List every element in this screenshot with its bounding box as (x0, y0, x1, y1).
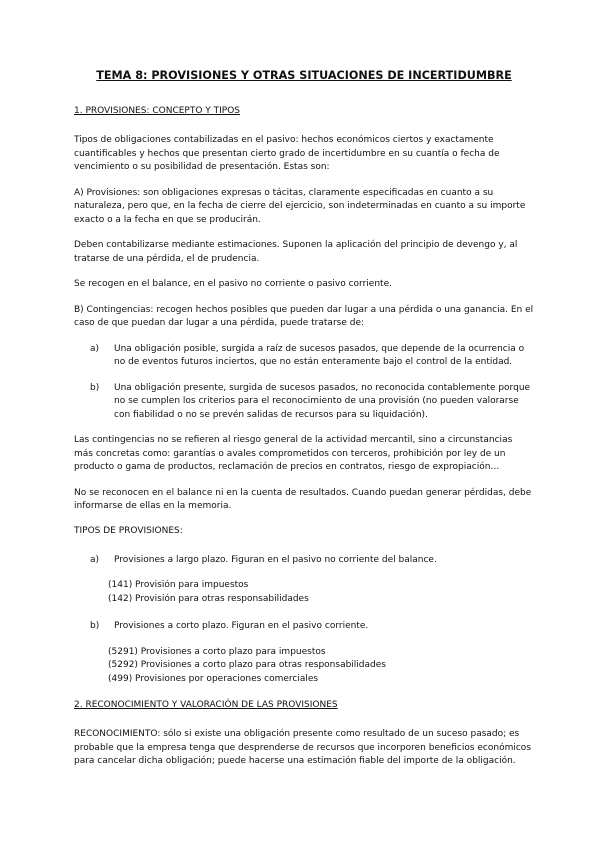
balance-paragraph: Se recogen en el balance, en el pasivo no corriente o pasivo corriente. (74, 279, 392, 289)
intro-paragraph: Tipos de obligaciones contabilizadas en el pasivo: hechos económicos ciertos y exactamente cuantificables y hechos que presentan cierto grado de incertidumbre en su cuantía o fecha de vencimiento o su posibilidad de presentación. Estas son: (74, 135, 500, 172)
list-marker: a) (90, 554, 100, 565)
corto-plazo-accounts (74, 646, 534, 687)
account-line: (142) Provisión para otras responsabilidades (108, 593, 309, 604)
provisiones-definition: A) Provisiones: son obligaciones expresas o tácitas, claramente especificadas en cuanto a su naturaleza, pero que, en la fecha de cierre del ejercicio, son indeterminadas en cuanto a su importe exacto o a la fecha en que se producirán. (74, 187, 526, 225)
account-line: (499) Provisiones por operaciones comerciales (108, 673, 319, 684)
list-item-text: Una obligación posible, surgida a raíz de sucesos pasados, que depende de la ocurrencia o no de eventos futuros inciertos, que no están enteramente bajo el control de la entidad. (114, 343, 525, 367)
estimaciones-paragraph: Deben contabilizarse mediante estimaciones. Suponen la aplicación del principio de devengo y, al tratarse de una pérdida, el de prudencia. (74, 240, 518, 264)
section-2-heading: 2. RECONOCIMIENTO Y VALORACIÓN DE LAS PROVISIONES (74, 700, 338, 710)
list-item-corto-plazo (74, 620, 534, 634)
list-item-text: Una obligación presente, surgida de sucesos pasados, no reconocida contablemente porque no se cumplen los criterios para el reconocimiento de una provisión (no pueden valorarse con fiabilidad o no se prevén salidas de recursos para su liquidación). (114, 382, 531, 420)
list-marker: b) (90, 382, 100, 393)
section-1-heading: 1. PROVISIONES: CONCEPTO Y TIPOS (74, 106, 241, 116)
list-item (74, 343, 534, 370)
riesgo-paragraph: Las contingencias no se refieren al riesgo general de la actividad mercantil, sino a circunstancias más concretas como: garantías o avales comprometidos con terceros, prohibición por ley de un producto o gama de productos, reclamación de precios en contratos, riesgo de expropiación… (74, 435, 513, 472)
list-item (74, 382, 534, 423)
list-marker: b) (90, 621, 100, 631)
largo-plazo-accounts (74, 579, 534, 606)
document-title: TEMA 8: PROVISIONES Y OTRAS SITUACIONES DE INCERTIDUMBRE (96, 69, 512, 82)
account-line: (5292) Provisiones a corto plazo para otras responsabilidades (108, 660, 386, 670)
list-item-largo-plazo (74, 554, 534, 568)
memoria-paragraph: No se reconocen en el balance ni en la cuenta de resultados. Cuando puedan generar pérdidas, debe informarse de ellas en la memoria. (74, 487, 532, 511)
tipos-heading: TIPOS DE PROVISIONES: (74, 525, 183, 536)
account-line: (5291) Provisiones a corto plazo para impuestos (108, 646, 326, 657)
document-page (74, 69, 534, 781)
list-item-text: Provisiones a largo plazo. Figuran en el pasivo no corriente del balance. (114, 554, 437, 565)
list-item-text: Provisiones a corto plazo. Figuran en el pasivo corriente. (114, 621, 369, 631)
list-marker: a) (90, 343, 100, 354)
contingencias-list (74, 343, 534, 423)
contingencias-definition: B) Contingencias: recogen hechos posibles que pueden dar lugar a una pérdida o una ganancia. En el caso de que puedan dar lugar a una pérdida, puede tratarse de: (74, 304, 534, 328)
reconocimiento-paragraph: RECONOCIMIENTO: sólo si existe una obligación presente como resultado de un suceso pasado; es probable que la empresa tenga que desprenderse de recursos que incorporen beneficios económicos para cancelar dicha obligación; puede hacerse una estimación fiable del importe de la obligación. (74, 729, 532, 766)
account-line: (141) Provisión para impuestos (108, 580, 249, 590)
